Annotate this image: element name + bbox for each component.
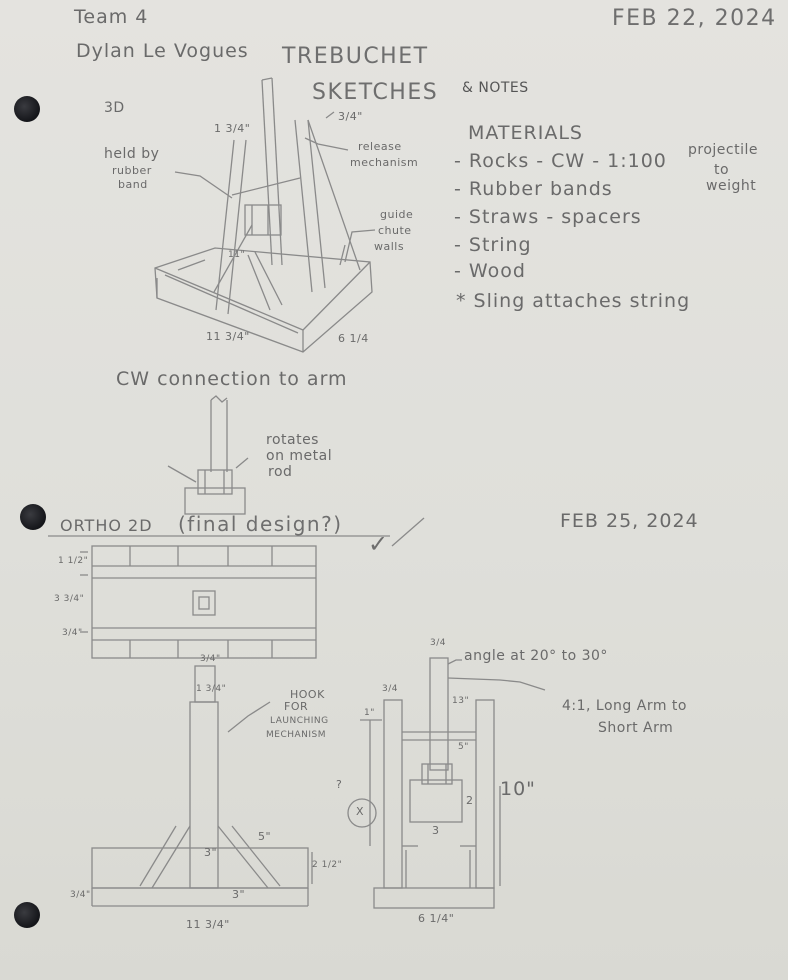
- ortho-2d-label: ORTHO 2D: [60, 516, 153, 535]
- page-title-line2: SKETCHES: [312, 80, 439, 105]
- team-label: Team 4: [74, 6, 149, 28]
- front-dim-arm: 1 3/4": [196, 684, 227, 694]
- dim-width: 6 1/4: [338, 332, 369, 345]
- ratio-note-line2: Short Arm: [598, 720, 674, 736]
- side-dim-1: 1": [364, 708, 375, 718]
- side-dim-arm-top: 3/4: [430, 638, 446, 648]
- projectile-note-3: weight: [706, 178, 757, 194]
- held-by-line2: rubber: [112, 164, 152, 177]
- projectile-note-1: projectile: [688, 142, 758, 158]
- hook-note-1: HOOK: [290, 688, 325, 701]
- cw-connection-title: CW connection to arm: [116, 368, 348, 390]
- side-dim-3: 3: [432, 824, 440, 837]
- top-dim-2: 3 3/4": [54, 594, 85, 604]
- slash-mark: [392, 518, 424, 546]
- side-dim-base: 6 1/4": [418, 912, 455, 925]
- front-dim-top: 3/4": [200, 654, 221, 664]
- author-name: Dylan Le Vogues: [76, 40, 249, 62]
- hook-note-3: LAUNCHING: [270, 716, 329, 726]
- material-string: - String: [454, 234, 532, 256]
- held-by-line1: held by: [104, 146, 160, 162]
- front-dim-3b: 3": [232, 888, 246, 901]
- checkmark: ✓: [368, 530, 390, 558]
- angle-note: angle at 20° to 30°: [464, 648, 608, 664]
- final-design-comment: (final design?): [178, 512, 343, 536]
- cw-note-line1: rotates: [266, 432, 319, 448]
- date-feb-25: FEB 25, 2024: [560, 510, 699, 532]
- dim-top: 3/4": [338, 110, 363, 123]
- side-dim-10: 10": [500, 778, 536, 800]
- front-dim-3a: 3": [204, 846, 218, 859]
- dim-arm-width: 1 3/4": [214, 122, 251, 135]
- guide-line1: guide: [380, 208, 414, 221]
- guide-line3: walls: [374, 240, 405, 253]
- page-title-line1: TREBUCHET: [282, 44, 429, 69]
- materials-heading: MATERIALS: [468, 122, 583, 144]
- front-dim-base-h: 2 1/2": [312, 860, 343, 870]
- projectile-note-2: to: [714, 162, 730, 178]
- sling-note: * Sling attaches string: [456, 290, 691, 312]
- top-dim-1: 1 1/2": [58, 556, 89, 566]
- front-dim-5: 5": [258, 830, 272, 843]
- front-dim-total: 11 3/4": [186, 918, 230, 931]
- material-wood: - Wood: [454, 260, 526, 282]
- material-rubber-bands: - Rubber bands: [454, 178, 613, 200]
- side-dim-13: 13": [452, 696, 470, 706]
- cw-note-line2: on metal: [266, 448, 333, 464]
- page-title-suffix: & NOTES: [462, 80, 529, 96]
- dim-height: 11": [228, 250, 246, 260]
- top-dim-3: 3/4": [62, 628, 83, 638]
- side-unknown: ?: [336, 778, 343, 791]
- section-3d-label: 3D: [104, 100, 125, 116]
- ratio-note-line1: 4:1, Long Arm to: [562, 698, 687, 714]
- dim-length: 11 3/4": [206, 330, 250, 343]
- front-dim-base-side: 3/4": [70, 890, 91, 900]
- material-straws: - Straws - spacers: [454, 206, 642, 228]
- front-view-sketch: [92, 666, 312, 906]
- top-view-sketch: [80, 546, 316, 658]
- side-dim-2: 2: [466, 794, 474, 807]
- cw-connection-sketch: [168, 396, 248, 514]
- date-feb-22: FEB 22, 2024: [612, 6, 777, 31]
- side-unknown-var: X: [356, 805, 365, 818]
- side-dim-5: 5": [458, 742, 469, 752]
- side-dim-post: 3/4: [382, 684, 398, 694]
- held-by-line3: band: [118, 178, 148, 191]
- hook-note-2: FOR: [284, 700, 309, 713]
- material-rocks: - Rocks - CW - 1:100: [454, 150, 667, 172]
- hook-note-4: MECHANISM: [266, 730, 327, 740]
- release-line2: mechanism: [350, 156, 419, 169]
- guide-line2: chute: [378, 224, 412, 237]
- release-line1: release: [358, 140, 402, 153]
- cw-note-line3: rod: [268, 464, 293, 480]
